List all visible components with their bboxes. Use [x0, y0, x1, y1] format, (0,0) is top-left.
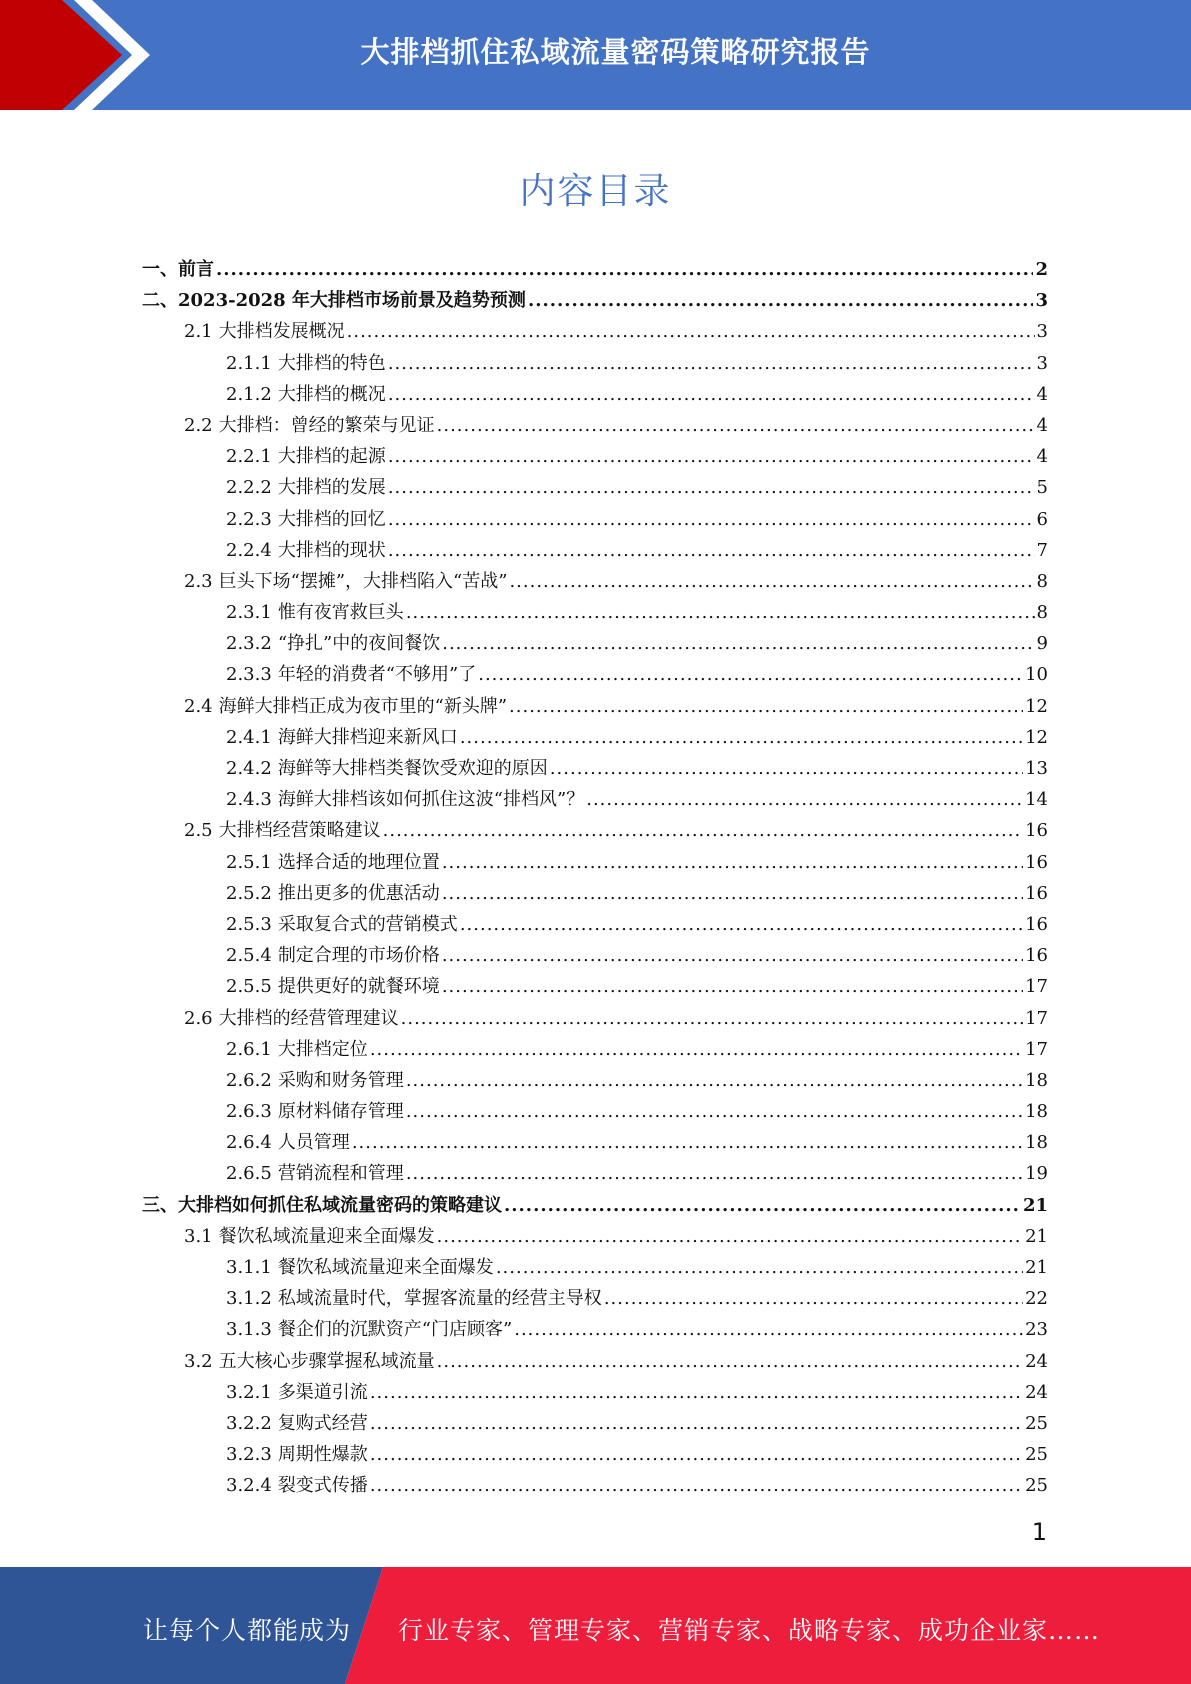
toc-entry-page: 3 — [1036, 321, 1048, 343]
toc-leader-dots — [370, 1408, 1023, 1439]
toc-entry[interactable] — [142, 316, 1048, 347]
toc-leader-dots — [514, 1314, 1023, 1345]
toc-leader-dots — [383, 815, 1023, 846]
toc-entry-title: 人员管理 — [277, 1132, 350, 1154]
toc-entry-number: 2.6.1 — [226, 1038, 272, 1060]
toc-leader-dots — [442, 971, 1023, 1002]
toc-entry-number: 一、 — [142, 259, 178, 280]
toc-entry-page: 2 — [1035, 259, 1048, 280]
toc-entry[interactable] — [142, 1408, 1048, 1439]
toc-entry-number: 2.3 — [184, 570, 213, 592]
toc-entry-number: 三、 — [142, 1194, 178, 1216]
toc-entry[interactable] — [142, 659, 1048, 690]
toc-leader-dots — [370, 1377, 1023, 1408]
toc-entry-page: 23 — [1025, 1319, 1048, 1341]
toc-entry-page: 19 — [1025, 1163, 1048, 1185]
toc-entry-page: 16 — [1025, 820, 1048, 842]
toc-entry-page: 4 — [1036, 446, 1048, 468]
toc-entry-number: 3.1 — [184, 1225, 213, 1247]
toc-entry-number: 2.6 — [184, 1007, 213, 1029]
toc-entry-page: 16 — [1025, 882, 1048, 904]
toc-leader-dots — [388, 472, 1035, 503]
toc-entry-number: 3.2.2 — [226, 1412, 272, 1434]
toc-leader-dots — [406, 1096, 1023, 1127]
toc-entry-title: 大排档的现状 — [277, 539, 386, 561]
toc-entry-title: 私域流量时代，掌握客流量的经营主导权 — [277, 1288, 602, 1310]
toc-entry-page: 8 — [1036, 570, 1048, 592]
toc-entry-title: 餐企们的沉默资产“门店顾客” — [277, 1319, 513, 1341]
toc-entry-page: 24 — [1025, 1381, 1048, 1403]
toc-entry-number: 2.3.1 — [226, 602, 272, 624]
toc-leader-dots — [460, 909, 1023, 940]
toc-entry[interactable] — [142, 722, 1048, 753]
toc-entry[interactable] — [142, 1221, 1048, 1252]
toc-entry-title: 推出更多的优惠活动 — [277, 882, 440, 904]
toc-entry[interactable] — [142, 254, 1048, 285]
toc-entry-number: 2.3.3 — [226, 664, 272, 686]
toc-entry[interactable] — [142, 753, 1048, 784]
toc-entry-page: 5 — [1036, 477, 1048, 499]
toc-entry-number: 2.2.3 — [226, 508, 272, 530]
toc-entry-page: 22 — [1025, 1288, 1048, 1310]
toc-entry[interactable] — [142, 1127, 1048, 1158]
toc-entry[interactable] — [142, 1439, 1048, 1470]
toc-entry-page: 25 — [1025, 1475, 1048, 1497]
toc-entry-number: 3.2.4 — [226, 1475, 272, 1497]
toc-entry-page: 4 — [1036, 414, 1048, 436]
toc-entry[interactable] — [142, 909, 1048, 940]
toc-entry-number: 2.5.2 — [226, 882, 272, 904]
toc-entry-title: 海鲜大排档该如何抓住这波“排档风”？ — [277, 789, 585, 811]
toc-leader-dots — [604, 1283, 1023, 1314]
toc-entry[interactable] — [142, 441, 1048, 472]
toc-entry-page: 7 — [1036, 539, 1048, 561]
toc-entry-page: 3 — [1035, 290, 1048, 312]
toc-entry-title: 海鲜大排档迎来新风口 — [277, 726, 458, 748]
report-header — [0, 0, 1191, 110]
toc-heading: 内容目录 — [519, 171, 672, 212]
toc-entry-title: 惟有夜宵救巨头 — [277, 602, 404, 624]
toc-leader-dots — [437, 1221, 1023, 1252]
toc-entry-number: 2.2.1 — [226, 446, 272, 468]
toc-entry-number: 2.2 — [184, 414, 213, 436]
toc-entry-number: 2.4.3 — [226, 789, 272, 811]
toc-leader-dots — [528, 285, 1034, 316]
toc-entry-number: 3.1.1 — [226, 1257, 272, 1278]
toc-entry-number: 3.2 — [184, 1350, 213, 1372]
toc-leader-dots — [388, 348, 1035, 379]
toc-entry-number: 3.1.2 — [226, 1288, 272, 1310]
toc-entry-number: 二、 — [142, 290, 178, 312]
toc-entry-number: 2.6.2 — [226, 1069, 272, 1091]
toc-entry-number: 2.2.4 — [226, 539, 272, 561]
toc-entry[interactable] — [142, 1346, 1048, 1377]
toc-entry-title: 大排档定位 — [277, 1038, 368, 1060]
toc-leader-dots — [388, 504, 1035, 535]
toc-entry-number: 2.4 — [184, 695, 213, 717]
toc-entry-page: 3 — [1036, 352, 1048, 374]
toc-entry[interactable] — [142, 847, 1048, 878]
toc-entry[interactable] — [142, 1314, 1048, 1345]
toc-entry-page: 21 — [1025, 1257, 1048, 1278]
toc-entry-number: 3.2.3 — [226, 1444, 272, 1466]
toc-entry[interactable] — [142, 410, 1048, 441]
toc-entry-page: 18 — [1025, 1132, 1048, 1154]
toc-entry-number: 2.3.2 — [226, 633, 272, 655]
toc-entry-title: 巨头下场“摆摊”，大排档陷入“苦战” — [218, 570, 508, 592]
page-number: 1 — [1031, 1518, 1047, 1546]
toc-leader-dots — [406, 597, 1035, 628]
toc-entry-title: 营销流程和管理 — [277, 1163, 404, 1185]
toc-entry-page: 25 — [1025, 1444, 1048, 1466]
toc-entry[interactable] — [142, 691, 1048, 722]
toc-leader-dots — [406, 1158, 1023, 1189]
toc-entry[interactable] — [142, 1034, 1048, 1065]
toc-entry-title: 大排档的回忆 — [277, 508, 386, 530]
toc-entry-title: 多渠道引流 — [277, 1381, 368, 1403]
toc-entry-title: 大排档如何抓住私域流量密码的策略建议 — [178, 1194, 502, 1216]
toc-entry-page: 10 — [1025, 664, 1048, 686]
toc-entry-title: 大排档的概况 — [277, 383, 386, 405]
toc-entry-page: 9 — [1036, 633, 1048, 655]
toc-entry[interactable] — [142, 815, 1048, 846]
toc-leader-dots — [388, 535, 1035, 566]
toc-leader-dots — [347, 316, 1035, 347]
toc-entry-title: 2023-2028 年大排档市场前景及趋势预测 — [178, 290, 526, 312]
toc-leader-dots — [370, 1470, 1023, 1501]
toc-entry-title: 复购式经营 — [277, 1412, 368, 1434]
toc-leader-dots — [460, 722, 1023, 753]
toc-leader-dots — [442, 628, 1034, 659]
toc-entry-number: 2.4.1 — [226, 726, 272, 748]
toc-entry-title: 大排档：曾经的繁荣与见证 — [218, 414, 435, 436]
toc-entry-page: 25 — [1025, 1412, 1048, 1434]
toc-entry[interactable] — [142, 878, 1048, 909]
toc-entry-page: 12 — [1025, 695, 1048, 717]
toc-entry-title: 提供更好的就餐环境 — [277, 976, 440, 998]
toc-entry-number: 2.1 — [184, 321, 213, 343]
toc-entry[interactable] — [142, 472, 1048, 503]
toc-entry-title: 采取复合式的营销模式 — [277, 913, 458, 935]
toc-entry-number: 2.1.1 — [226, 352, 272, 374]
toc-entry-number: 2.5.3 — [226, 913, 272, 935]
toc-entry-title: 制定合理的市场价格 — [277, 945, 440, 967]
toc-entry-page: 21 — [1022, 1194, 1048, 1216]
toc-entry-number: 2.6.3 — [226, 1101, 272, 1123]
toc-entry-number: 2.5 — [184, 820, 213, 842]
toc-leader-dots — [388, 379, 1035, 410]
toc-entry-title: 周期性爆款 — [277, 1444, 368, 1466]
toc-entry[interactable] — [142, 535, 1048, 566]
toc-entry-title: 餐饮私域流量迎来全面爆发 — [218, 1225, 435, 1247]
toc-entry-page: 16 — [1025, 945, 1048, 967]
toc-leader-dots — [504, 1190, 1021, 1221]
toc-leader-dots — [216, 254, 1033, 285]
toc-entry[interactable] — [142, 971, 1048, 1002]
toc-leader-dots — [478, 659, 1023, 690]
toc-entry-title: 年轻的消费者“不够用”了 — [277, 664, 477, 686]
toc-entry[interactable] — [142, 1065, 1048, 1096]
toc-leader-dots — [401, 1003, 1023, 1034]
toc-entry[interactable] — [142, 628, 1048, 659]
toc-entry-page: 13 — [1025, 758, 1048, 779]
toc-leader-dots — [406, 1065, 1023, 1096]
toc-entry-number: 3.1.3 — [226, 1319, 272, 1341]
toc-entry-page: 8 — [1036, 602, 1048, 624]
toc-entry-number: 3.2.1 — [226, 1381, 272, 1403]
toc-entry[interactable] — [142, 1377, 1048, 1408]
toc-leader-dots — [437, 1346, 1023, 1377]
toc-entry-title: 选择合适的地理位置 — [277, 851, 440, 873]
toc-entry-number: 2.6.4 — [226, 1132, 272, 1154]
toc-entry-page: 12 — [1025, 726, 1048, 748]
toc-leader-dots — [509, 566, 1034, 597]
toc-entry[interactable] — [142, 1252, 1048, 1283]
toc-entry-title: 海鲜大排档正成为夜市里的“新头牌” — [218, 695, 508, 717]
toc-entry-title: 大排档的起源 — [277, 446, 386, 468]
toc-leader-dots — [442, 847, 1023, 878]
toc-entry-title: 裂变式传播 — [277, 1475, 368, 1497]
report-footer — [0, 1567, 1191, 1684]
toc-entry-title: 前言 — [178, 259, 214, 280]
toc-entry[interactable] — [142, 379, 1048, 410]
toc-entry-title: 采购和财务管理 — [277, 1069, 404, 1091]
toc-entry[interactable] — [142, 1096, 1048, 1127]
toc-entry-page: 18 — [1025, 1101, 1048, 1123]
report-title: 大排档抓住私域流量密码策略研究报告 — [360, 35, 871, 69]
toc-entry[interactable] — [142, 566, 1048, 597]
toc-entry-page: 17 — [1025, 1038, 1048, 1060]
toc-entry-page: 18 — [1025, 1069, 1048, 1091]
toc-entry-number: 2.6.5 — [226, 1163, 272, 1185]
toc-leader-dots — [550, 753, 1023, 784]
toc-entry-title: “挣扎”中的夜间餐饮 — [277, 633, 441, 655]
toc-leader-dots — [586, 784, 1023, 815]
toc-entry-title: 大排档的发展 — [277, 477, 386, 499]
toc-entry[interactable] — [142, 285, 1048, 316]
toc-entry-title: 大排档的特色 — [277, 352, 386, 374]
toc-leader-dots — [442, 940, 1023, 971]
toc-entry[interactable] — [142, 784, 1048, 815]
toc-entry-page: 24 — [1025, 1350, 1048, 1372]
toc-leader-dots — [352, 1127, 1023, 1158]
toc-entry[interactable] — [142, 1190, 1048, 1221]
toc-leader-dots — [496, 1252, 1023, 1283]
toc-entry-title: 海鲜等大排档类餐饮受欢迎的原因 — [277, 758, 548, 779]
toc-entry-number: 2.4.2 — [226, 758, 272, 779]
toc-entry-title: 原材料储存管理 — [277, 1101, 404, 1123]
toc-entry-page: 16 — [1025, 913, 1048, 935]
toc-entry[interactable] — [142, 348, 1048, 379]
toc-entry[interactable] — [142, 597, 1048, 628]
toc-entry-title: 五大核心步骤掌握私域流量 — [218, 1350, 435, 1372]
toc-leader-dots — [442, 878, 1023, 909]
toc-entry-title: 大排档经营策略建议 — [218, 820, 381, 842]
toc-entry[interactable] — [142, 940, 1048, 971]
toc-entry[interactable] — [142, 1003, 1048, 1034]
toc-entry-number: 2.5.4 — [226, 945, 272, 967]
toc-entry-page: 17 — [1025, 1007, 1048, 1029]
toc-leader-dots — [388, 441, 1035, 472]
toc-entry-page: 6 — [1036, 508, 1048, 530]
toc-entry-title: 大排档发展概况 — [218, 321, 345, 343]
footer-slogan: 让每个人都能成为 — [143, 1616, 352, 1645]
toc-entry-number: 2.5.5 — [226, 976, 272, 998]
footer-expert-list: 行业专家、管理专家、营销专家、战略专家、成功企业家…… — [398, 1616, 1101, 1645]
toc-leader-dots — [370, 1034, 1023, 1065]
toc-entry[interactable] — [142, 1158, 1048, 1189]
toc-entry[interactable] — [142, 1283, 1048, 1314]
toc-entry-page: 17 — [1025, 976, 1048, 998]
toc-entry-number: 2.2.2 — [226, 477, 272, 499]
toc-leader-dots — [437, 410, 1035, 441]
toc-entry-number: 2.1.2 — [226, 383, 272, 405]
toc-leader-dots — [509, 691, 1023, 722]
toc-entry-page: 21 — [1025, 1225, 1048, 1247]
toc-entry-number: 2.5.1 — [226, 851, 272, 873]
toc-entry-title: 大排档的经营管理建议 — [218, 1007, 399, 1029]
toc-leader-dots — [370, 1439, 1023, 1470]
toc-entry-page: 4 — [1036, 383, 1048, 405]
toc-entry-title: 餐饮私域流量迎来全面爆发 — [277, 1257, 494, 1278]
toc-entry-page: 14 — [1025, 789, 1048, 811]
toc-entry[interactable] — [142, 504, 1048, 535]
table-of-contents — [142, 254, 1048, 1502]
toc-entry-page: 16 — [1025, 851, 1048, 873]
toc-entry[interactable] — [142, 1470, 1048, 1501]
